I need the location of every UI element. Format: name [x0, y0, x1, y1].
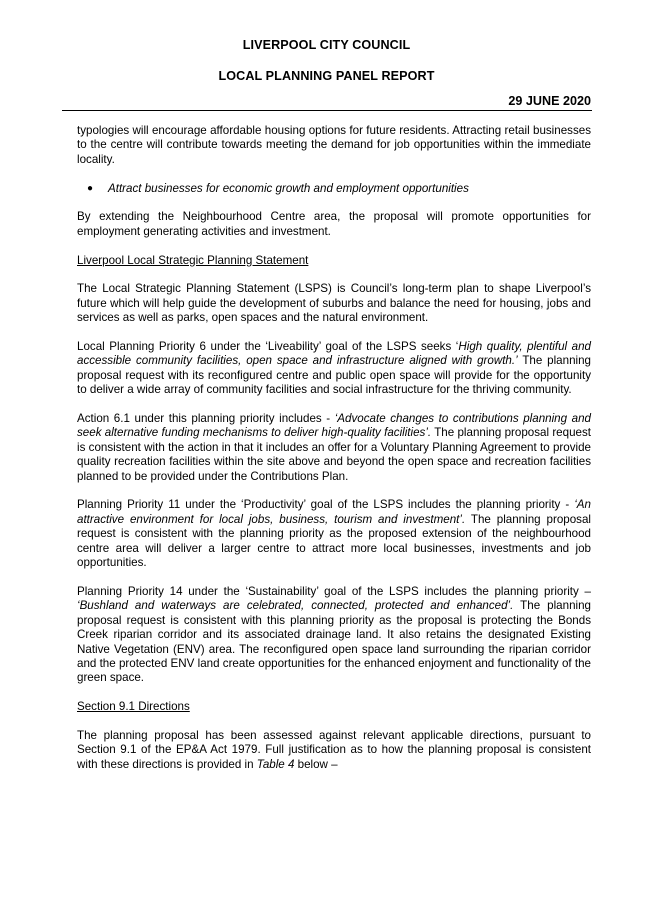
italic-quote: ‘An attractive environment for local jobs, business, tourism and investment’. [77, 498, 591, 526]
organisation-heading: LIVERPOOL CITY COUNCIL [242, 38, 411, 52]
paragraph-directions [77, 729, 591, 772]
table-reference: Table 4 [256, 757, 295, 771]
section-heading-lsps: Liverpool Local Strategic Planning Statement [77, 253, 309, 267]
text-run: The planning proposal request with its reconfigured centre and public open space will provide for the opportunity to deliver a wide array of community facilities and social infrastructure for the thriving community. [77, 354, 591, 397]
paragraph-priority-11 [77, 498, 591, 570]
paragraph-action-6-1 [77, 412, 591, 484]
report-title: LOCAL PLANNING PANEL REPORT [218, 69, 435, 83]
header-rule [62, 110, 592, 111]
paragraph-priority-14 [77, 585, 591, 686]
text-run: Planning Priority 11 under the ‘Productivity’ goal of the LSPS includes the planning priority - [77, 498, 575, 512]
paragraph-neighbourhood-centre: By extending the Neighbourhood Centre area, the proposal will promote opportunities for employment generating activities and investment. [77, 210, 591, 238]
text-run: The planning proposal has been assessed against relevant applicable directions, pursuant to Section 9.1 of the EP&A Act 1979. Full justification as to how the planning proposal is consistent with these directions is provided in [77, 728, 591, 771]
text-run: The planning proposal request is consistent with this planning priority as the proposal is protecting the Bonds Creek riparian corridor and its associated drainage land. It also retains the designated Existing Native Vegetation (ENV) area. The reconfigured open space land surrounding the riparian corridor and the protected ENV land create opportunities for the enhanced enjoyment and functionality of the green space. [77, 599, 591, 685]
report-date: 29 JUNE 2020 [508, 94, 591, 108]
text-run: below – [294, 757, 338, 771]
text-run: Action 6.1 under this planning priority includes - [77, 412, 335, 426]
text-run: The planning proposal request is consistent with the planning priority as the proposed extension of the neighbourhood centre area will deliver a larger centre to attract more local businesses, investments and job opportunities. [77, 512, 591, 570]
bullet-icon: ● [87, 182, 94, 194]
paragraph-housing: typologies will encourage affordable housing options for future residents. Attracting retail businesses to the centre will contribute towards meeting the demand for job opportunities within the immediate locality. [77, 124, 591, 166]
paragraph-priority-6 [77, 340, 591, 398]
text-run: The planning proposal request is consistent with the action in that it includes an offer for a Voluntary Planning Agreement to provide quality recreation facilities within the site above and beyond the open space and recreation facilities planned to be provided under the Contributions Plan. [77, 426, 591, 483]
paragraph-lsps-intro: The Local Strategic Planning Statement (LSPS) is Council’s long-term plan to shape Liverpool’s future which will help guide the development of suburbs and balance the need for housing, jobs and services as well as parks, open spaces and the natural environment. [77, 282, 591, 325]
italic-quote: ‘Advocate changes to contributions planning and seek alternative funding mechanisms to deliver high-quality facilities’. [77, 412, 591, 440]
bullet-item [77, 182, 591, 196]
section-heading-9-1: Section 9.1 Directions [77, 700, 190, 714]
bullet-text: Attract businesses for economic growth and employment opportunities [108, 181, 469, 195]
report-body [77, 124, 591, 787]
text-run: Planning Priority 14 under the ‘Sustainability’ goal of the LSPS includes the planning priority – [77, 584, 591, 598]
text-run: Local Planning Priority 6 under the ‘Liveability’ goal of the LSPS seeks ‘ [77, 340, 459, 354]
italic-quote: ‘Bushland and waterways are celebrated, connected, protected and enhanced’. [77, 599, 514, 613]
italic-quote: High quality, plentiful and accessible community facilities, open space and infrastructure aligned with growth.’ [77, 340, 591, 368]
